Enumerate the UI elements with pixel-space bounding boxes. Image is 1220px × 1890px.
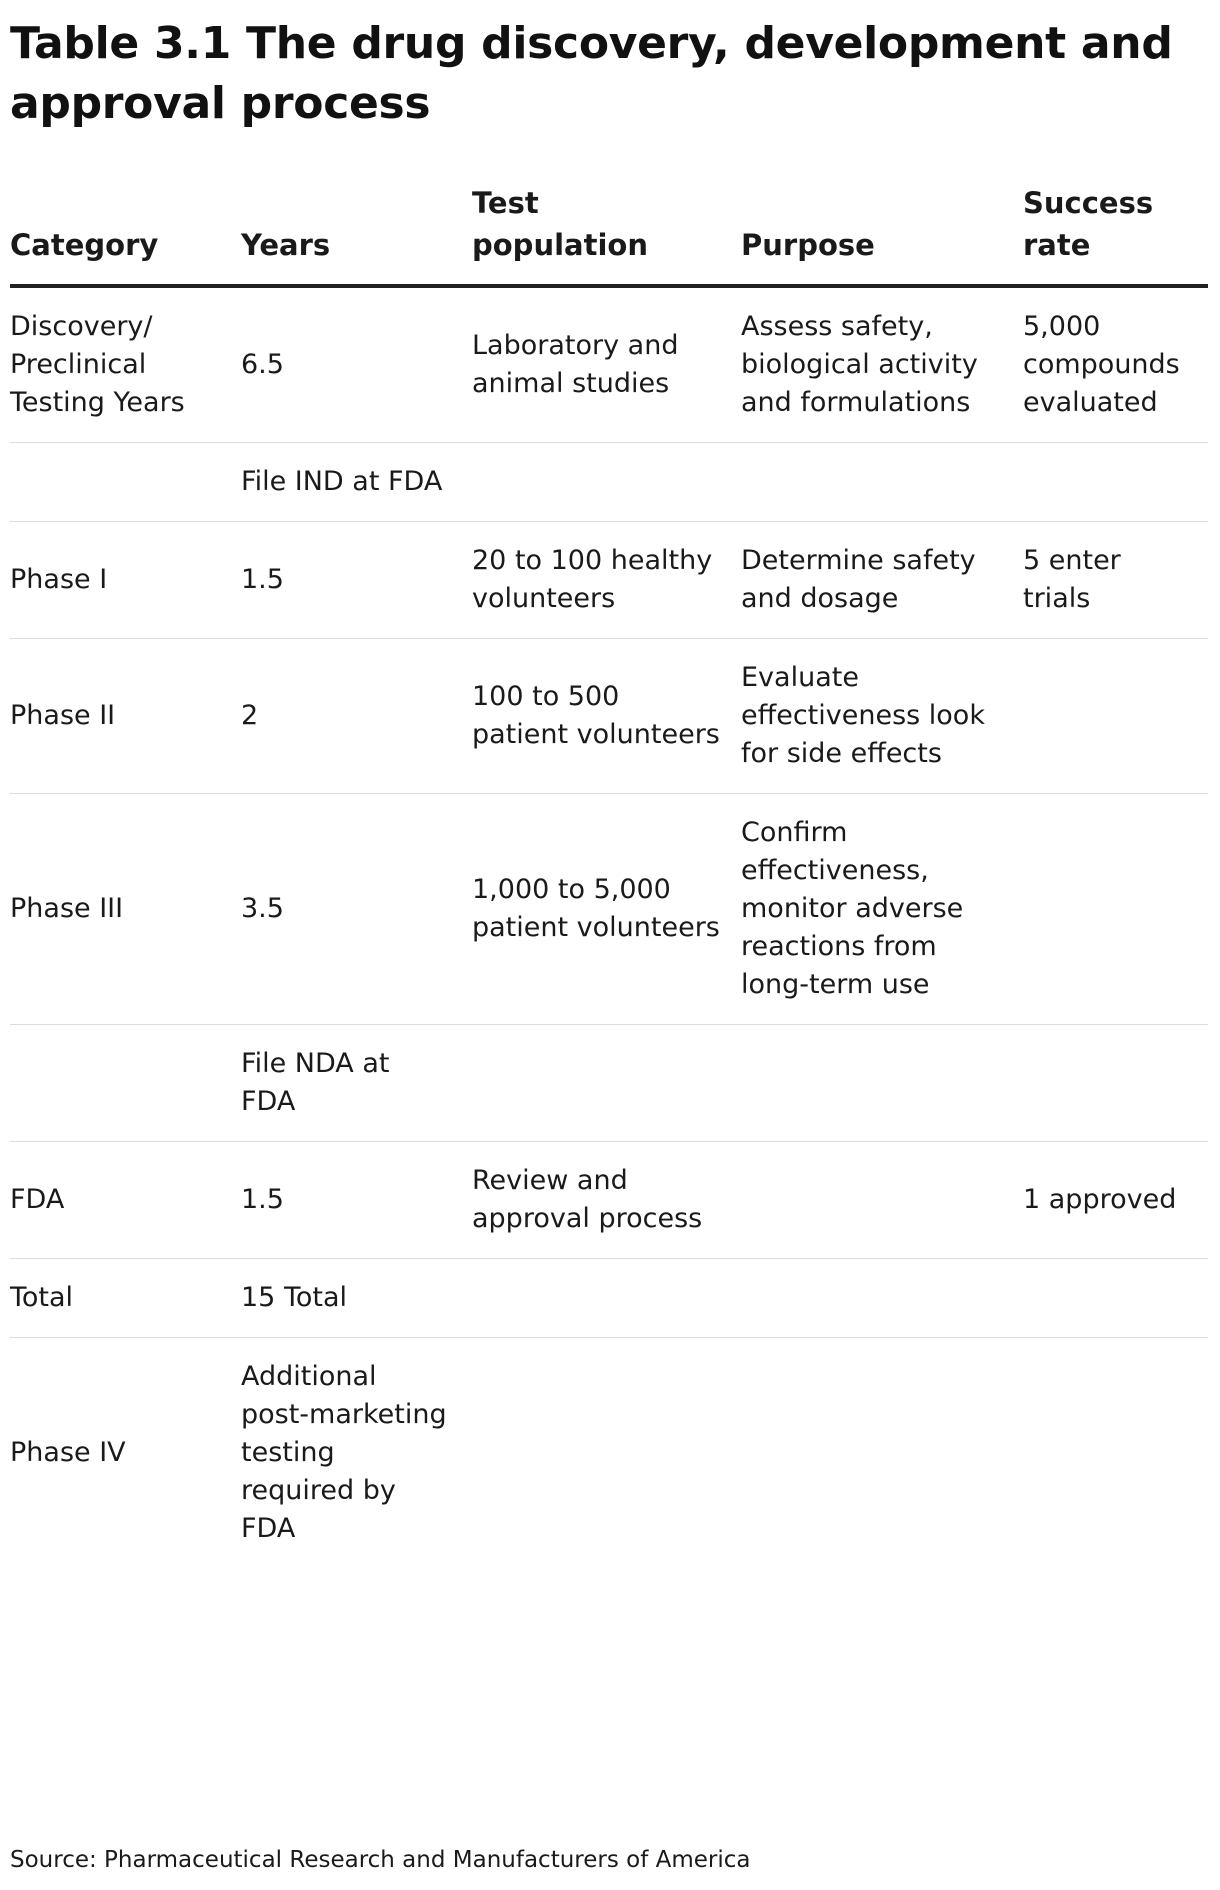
cell-purpose	[741, 1142, 1023, 1259]
cell-success-rate	[1023, 1338, 1208, 1579]
cell-years: 2	[241, 639, 472, 794]
table-row	[10, 794, 1208, 1025]
header-category: Category	[10, 182, 241, 286]
cell-success-rate: 5,000 compounds evaluated	[1023, 286, 1208, 443]
cell-years: File IND at FDA	[241, 443, 472, 522]
table-row	[10, 443, 1208, 522]
table-row	[10, 639, 1208, 794]
cell-purpose: Determine safety and dosage	[741, 522, 1023, 639]
cell-years: 1.5	[241, 1142, 472, 1259]
cell-purpose	[741, 443, 1023, 522]
header-success-rate: Success rate	[1023, 182, 1208, 286]
cell-test-population	[472, 443, 741, 522]
cell-purpose	[741, 1338, 1023, 1579]
cell-years: 15 Total	[241, 1259, 472, 1338]
cell-purpose: Evaluate effectiveness look for side effects	[741, 639, 1023, 794]
cell-years: Additional post-marketing testing required by FDA	[241, 1361, 447, 1544]
cell-test-population: Laboratory and animal studies	[472, 286, 741, 443]
table-row	[10, 1025, 1208, 1142]
cell-test-population	[472, 1338, 741, 1579]
cell-years: 1.5	[241, 522, 472, 639]
cell-category: Phase I	[10, 522, 241, 639]
table-row	[10, 1142, 1208, 1259]
cell-purpose	[741, 1259, 1023, 1338]
header-test-population: Test population	[472, 182, 741, 286]
cell-years: File NDA at FDA	[241, 1025, 472, 1142]
cell-category: Phase IV	[10, 1437, 126, 1468]
data-table	[10, 182, 1208, 1578]
cell-years: 6.5	[241, 286, 472, 443]
cell-category	[10, 1025, 241, 1142]
cell-category: Phase II	[10, 639, 241, 794]
cell-test-population	[472, 1259, 741, 1338]
cell-purpose: Confirm effectiveness, monitor adverse reactions from long-term use	[741, 794, 1023, 1025]
source-note: Source: Pharmaceutical Research and Manufacturers of America	[10, 1847, 751, 1873]
cell-years: 3.5	[241, 794, 472, 1025]
cell-category: Total	[10, 1259, 241, 1338]
cell-test-population: 1,000 to 5,000 patient volunteers	[472, 794, 741, 1025]
cell-category: Phase III	[10, 794, 241, 1025]
table-row	[10, 522, 1208, 639]
cell-category	[10, 443, 241, 522]
cell-purpose	[741, 1025, 1023, 1142]
header-years: Years	[241, 182, 472, 286]
cell-success-rate	[1023, 443, 1208, 522]
table-row	[10, 1338, 1208, 1579]
cell-purpose: Assess safety, biological activity and formulations	[741, 286, 1023, 443]
cell-success-rate	[1023, 639, 1208, 794]
cell-test-population	[472, 1025, 741, 1142]
cell-test-population: Review and approval process	[472, 1142, 741, 1259]
cell-category: FDA	[10, 1142, 241, 1259]
table-title: Table 3.1 The drug discovery, development and approval process	[10, 18, 1173, 129]
cell-success-rate: 1 approved	[1023, 1142, 1208, 1259]
header-row	[10, 182, 1208, 286]
cell-test-population: 20 to 100 healthy volunteers	[472, 522, 741, 639]
table-row	[10, 1259, 1208, 1338]
table-row	[10, 286, 1208, 443]
cell-success-rate: 5 enter trials	[1023, 522, 1208, 639]
header-purpose: Purpose	[741, 182, 1023, 286]
cell-test-population: 100 to 500 patient volunteers	[472, 639, 741, 794]
cell-success-rate	[1023, 1025, 1208, 1142]
cell-category: Discovery/ Preclinical Testing Years	[10, 286, 241, 443]
cell-success-rate	[1023, 794, 1208, 1025]
cell-success-rate	[1023, 1259, 1208, 1338]
